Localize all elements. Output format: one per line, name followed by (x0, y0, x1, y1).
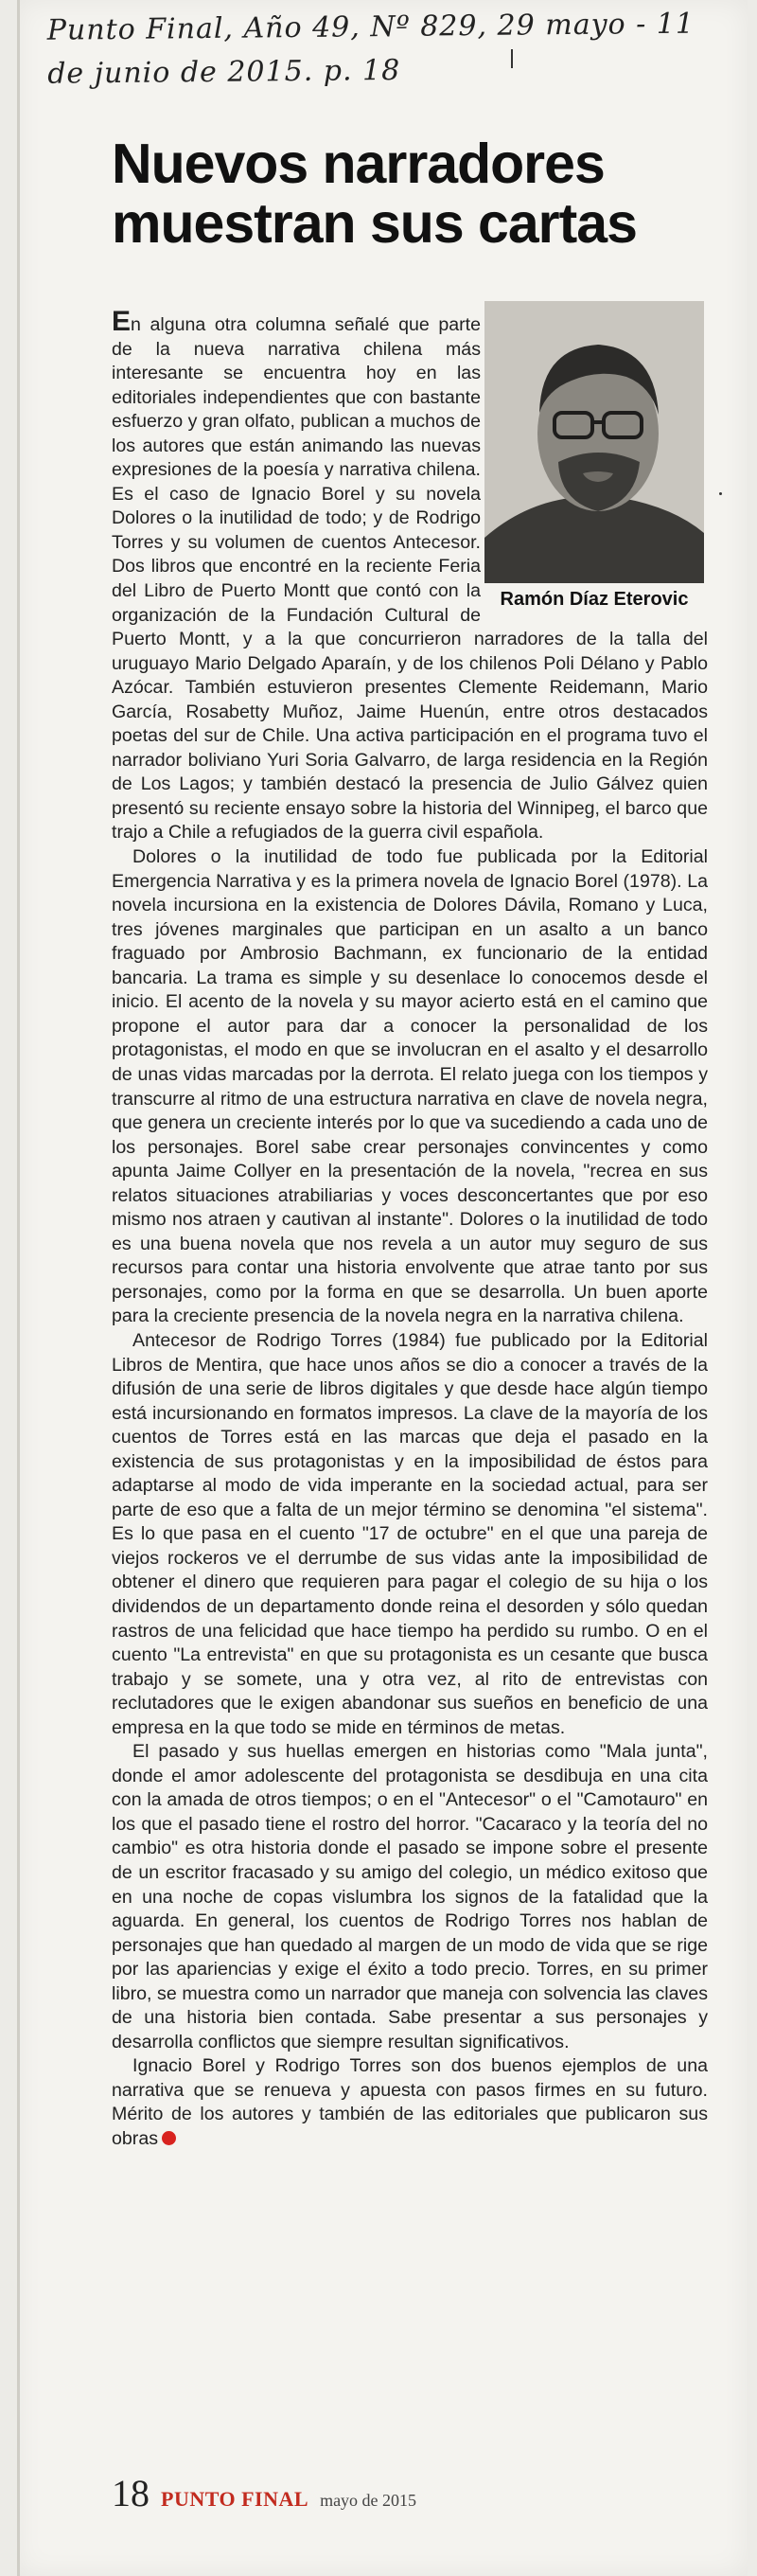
speck (719, 492, 722, 495)
publication-name: PUNTO FINAL (161, 2487, 309, 2511)
handwritten-citation: Punto Final, Año 49, Nº 829, 29 mayo - 11 de junio de 2015. p. 18 (46, 7, 695, 91)
red-dot-icon (162, 2131, 176, 2145)
page-footer (112, 2471, 717, 2514)
drop-cap: E (112, 306, 132, 337)
paragraph-3: Antecesor de Rodrigo Torres (1984) fue publicado por la Editorial Libros de Mentira, que hace unos años se dio a conocer a través de la difusión de una serie de libros digitales y que desde hace algún tiempo está incursionando en formatos impresos. La clave de la mayoría de los cuentos de Torres está en las marcas que deja el pasado en la existencia de sus protagonistas y en la imposibilidad de éstos para adaptarse al modo de vida imperante en la sociedad actual, para ser parte de eso que a falta de un mejor término se denomina "el sistema". Es lo que pasa en el cuento "17 de octubre" en el que una pareja de viejos rockeros ve el derrumbe de sus vidas ante la imposibilidad de obtener el dinero que requieren para pagar el colegio de su hija o los dividendos de un departamento donde reina el desorden y sólo quedan rastros de una felicidad que hace tiempo ha perdido su rumbo. O en el cuento "La entrevista" en que su protagonista es un cesante que busca trabajo y se somete, una y otra vez, al rito de entrevistas con reclutadores que le exigen abandonar sus sueños en beneficio de una empresa en la que todo se mide en términos de metas. (112, 1329, 708, 1738)
paragraph-5-text: Ignacio Borel y Rodrigo Torres son dos buenos ejemplos de una narrativa que se renueva y apuesta con pasos firmes en su futuro. Mérito de los autores y también de las editoriales que publicaron sus obras (112, 2055, 708, 2150)
issue-date: mayo de 2015 (320, 2491, 417, 2510)
article-headline: Nuevos narradores muestran sus cartas (112, 133, 637, 255)
paragraph-2: Dolores o la inutilidad de todo fue publicada por la Editorial Emergencia Narrativa y es la primera novela de Ignacio Borel (1978). La novela incursiona en la existencia de Dolores Dávila, Romano y Luca, tres jóvenes marginales que participan en un asalto a un banco fraguado por Ambrosio Bachmann, ex funcionario de la entidad bancaria. La trama es simple y su desenlace lo conocemos desde el inicio. El acento de la novela y su mayor acierto está en el camino que propone el autor para dar a conocer la personalidad de los protagonistas, el modo en que se involucran en el asalto y el desarrollo de unas vidas marcadas por la derrota. El relato juega con los tiempos y transcurre al ritmo de una estructura narrativa en clave de novela negra, que genera un creciente interés por lo que va sucediendo a cada uno de los personajes. Borel sabe crear personajes convincentes y como apunta Jaime Collyer en la presentación de la novela, "recrea en sus relatos situaciones atrabiliarias y voces desconcertantes que por eso mismo nos atraen y cautivan al instante". Dolores o la inutilidad de todo es una buena novela que nos revela a un autor muy seguro de sus recursos para contar una historia envolvente que atrae tanto por sus personajes, como por la forma en que se desarrolla. Un buen aporte para la creciente presencia de la novela negra en la narrativa chilena. (112, 846, 708, 1327)
paragraph-5 (112, 2054, 708, 2151)
article-body (112, 306, 708, 2152)
author-caption: Ramón Díaz Eterovic (500, 589, 689, 610)
page-fold-edge (17, 0, 20, 2576)
paragraph-1-text: n alguna otra columna señalé que parte de la nueva narrativa chilena más interesante se encuentra hoy en las editoriales independientes que con bastante esfuerzo y gran olfato, publican a muchos de los autores que están animando las nuevas expresiones de la poesía y narrativa chilena. Es el caso de Ignacio Borel y su novela Dolores o la inutilidad de todo; y de Rodrigo Torres y su volumen de cuentos Antecesor. Dos libros que encontré en la reciente Feria del Libro de Puerto Montt que contó con la organización de la Fundación Cultural de Puerto Montt, y a la que concurrieron narradores de la talla del uruguayo Mario Delgado Aparaín, y de los chilenos Poli Délano y Pablo Azócar. También estuvieron presentes Clemente Reidemann, Mario García, Rosabetty Muñoz, Jaime Huenún, entre otros destacados poetas del sur de Chile. Una activa participación en el programa tuvo el narrador boliviano Yuri Soria Galvarro, de larga residencia en la Región de Los Lagos; y también destacó la presencia de Julio Gálvez quien presentó su reciente ensayo sobre la historia del Winnipeg, el barco que trajo a Chile a refugiados de la guerra civil española. (112, 314, 708, 844)
photo-wrap-space (481, 312, 708, 625)
page-number: 18 (112, 2472, 150, 2514)
pen-mark (511, 49, 513, 68)
paragraph-4: El pasado y sus huellas emergen en historias como "Mala junta", donde el amor adolescente del protagonista se desdibuja en una cita con la amada de otros tiempos; o en el "Antecesor" o el "Camotauro" en los que el pasado tiene el rostro del horror. "Cacaraco y la teoría del no cambio" es otra historia donde el pasado se impone sobre el presente de un escritor fracasado y su amigo del colegio, un médico exitoso que en una noche de copas vislumbra los signos de la fatalidad que la aguarda. En general, los cuentos de Rodrigo Torres nos hablan de personajes que han quedado al margen de un modo de vida que se rige por las apariencias y exige el éxito a todo precio. Torres, en su primer libro, se muestra como un narrador que maneja con solvencia las claves de una historia bien contada. Sabe presentar a sus personajes y desarrolla conflictos que siempre resultan significativos. (112, 1741, 708, 2052)
